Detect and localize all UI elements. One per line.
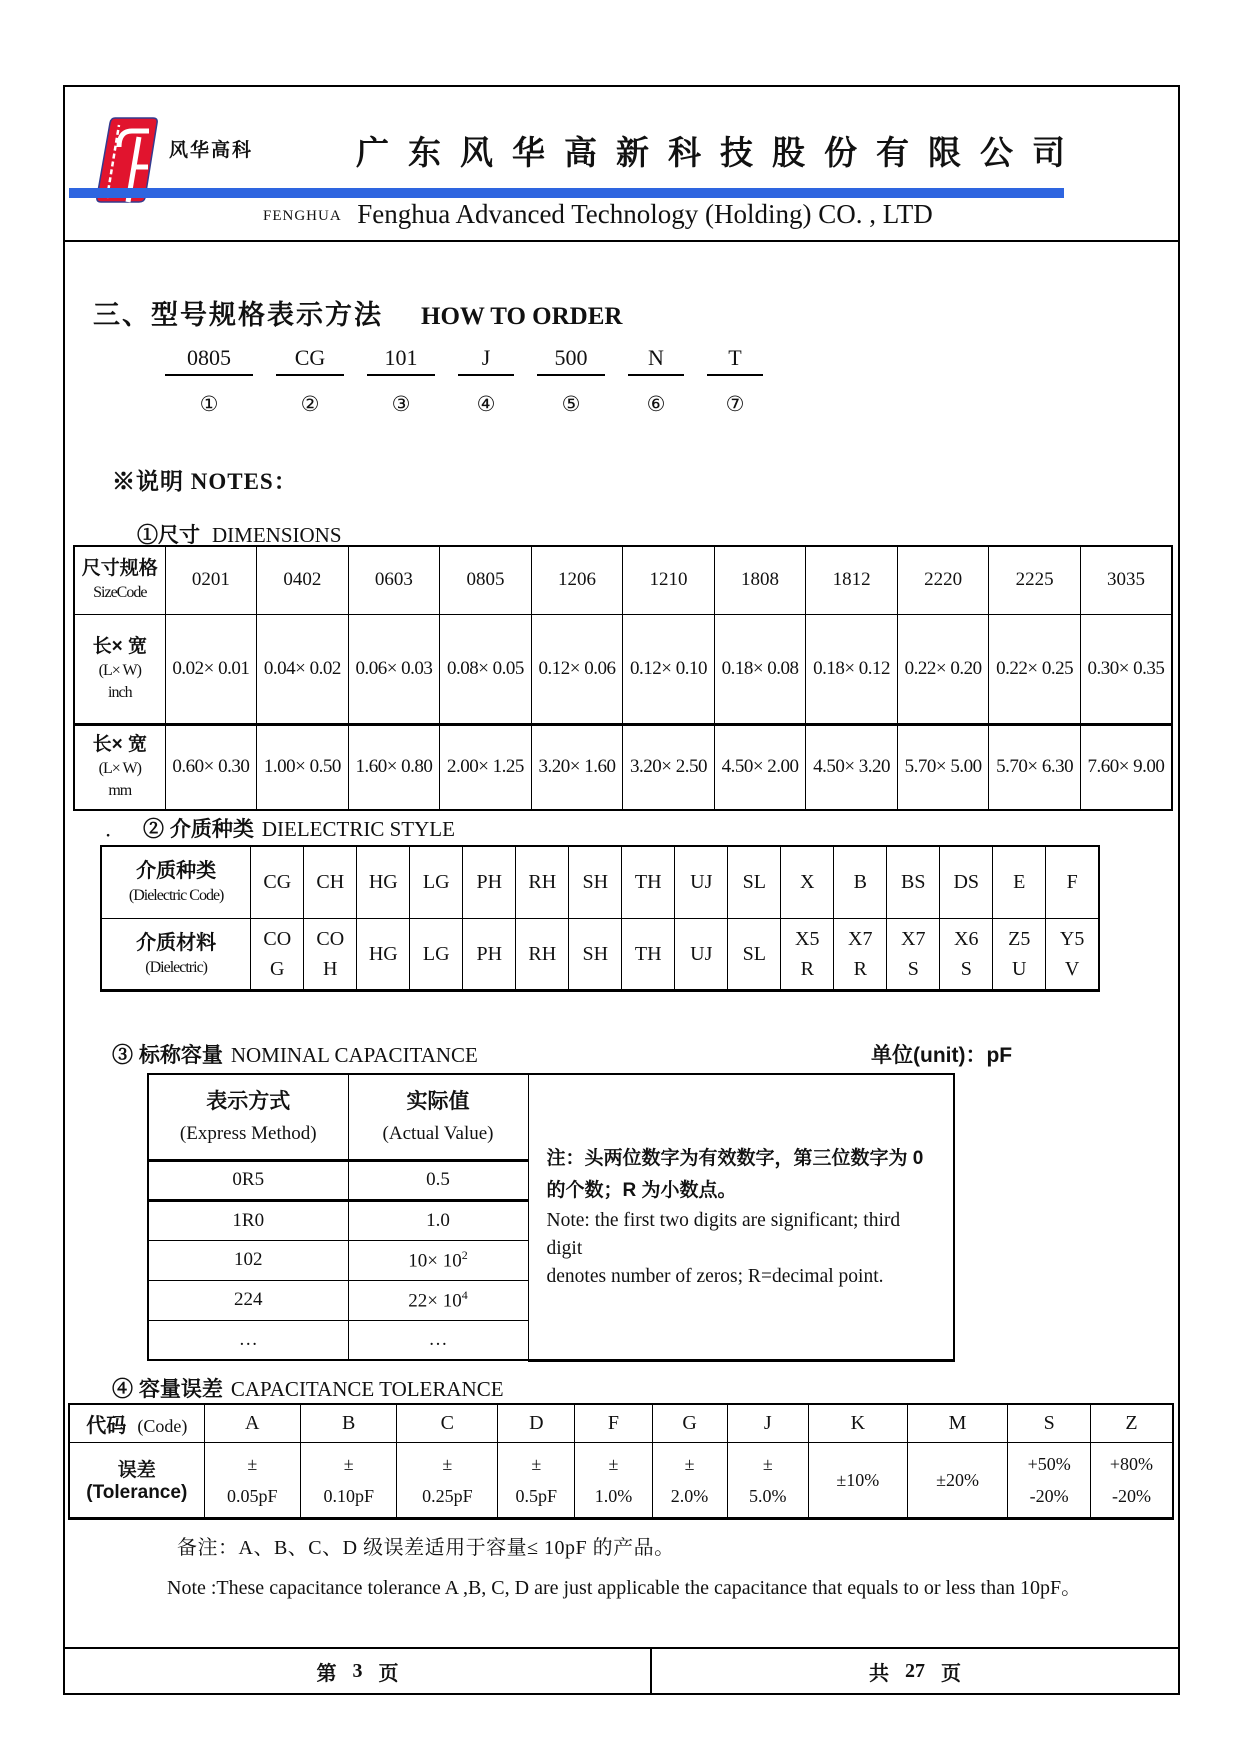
order-code-part-4 [458, 345, 514, 417]
dielectric-code-cell: BS [887, 846, 940, 918]
nominal-note-cn-line1: 注：头两位数字为有效数字，第三位数字为 0 [546, 1147, 924, 1169]
material-line2: G [270, 957, 285, 980]
material-line1: SL [742, 942, 766, 965]
tolerance-code-cell: F [575, 1404, 652, 1442]
dielectric-material-cell [304, 918, 357, 990]
mm-label [74, 724, 165, 810]
inch-cell: 0.30× 0.35 [1080, 614, 1172, 724]
order-code-part-2 [276, 345, 344, 417]
material-line1: Y5 [1059, 927, 1085, 950]
actual-value-exponent: 2 [461, 1247, 468, 1262]
page-number-cell [65, 1649, 652, 1693]
dielectric-code-row [101, 846, 1099, 918]
actual-value-header [348, 1074, 528, 1160]
material-line2: H [323, 957, 338, 980]
nominal-heading [112, 1039, 478, 1069]
material-line2: U [1012, 957, 1027, 980]
dielectric-code-cell: UJ [675, 846, 728, 918]
header-accent-bar [69, 188, 1064, 198]
nominal-note-cn-line2: 的个数；R 为小数点。 [546, 1179, 737, 1201]
material-line1: CO [263, 927, 292, 950]
dielectric-code-cell: DS [940, 846, 993, 918]
inch-label-cn: 长× 宽 [92, 635, 147, 657]
size-code-cell: 0402 [257, 546, 349, 614]
header-divider [65, 240, 1178, 242]
material-line1: X6 [954, 927, 979, 950]
nominal-note-en-line2: denotes number of zeros; R=decimal point. [546, 1265, 884, 1287]
dielectric-code-cell: B [834, 846, 887, 918]
actual-value-base: 1.0 [426, 1209, 450, 1231]
mm-cell: 2.00× 1.25 [440, 724, 532, 810]
mm-label-unit: mm [108, 782, 132, 800]
tolerance-line1: ± [343, 1453, 354, 1474]
inch-cell: 0.22× 0.25 [989, 614, 1081, 724]
dielectric-material-cell [569, 918, 622, 990]
express-code-cell: 224 [148, 1280, 348, 1320]
inch-cell: 0.06× 0.03 [348, 614, 440, 724]
section-title-en: HOW TO ORDER [421, 303, 623, 330]
tolerance-line2: -20% [1029, 1485, 1069, 1506]
size-code-cell: 0805 [440, 546, 532, 614]
mm-cell: 0.60× 0.30 [165, 724, 257, 810]
inch-label-lw: (L× W) [98, 661, 141, 679]
inch-cell: 0.04× 0.02 [257, 614, 349, 724]
dielectric-material-cell [622, 918, 675, 990]
tolerance-code-row [69, 1404, 1173, 1442]
material-line1: HG [368, 942, 398, 965]
material-line1: X5 [795, 927, 820, 950]
order-code-part-6 [628, 345, 684, 417]
dielectric-material-label [101, 918, 251, 990]
tolerance-line1: ± [442, 1453, 453, 1474]
material-line1: RH [528, 942, 557, 965]
company-name-cn: 广东风华高新科技股份有限公司 [356, 136, 1084, 172]
tolerance-value-cell [809, 1442, 908, 1518]
tolerance-code-cell: B [301, 1404, 397, 1442]
inch-cell: 0.12× 0.06 [531, 614, 623, 724]
order-code-number: ① [199, 392, 219, 416]
dielectric-code-label-cn: 介质种类 [136, 860, 217, 883]
tolerance-value-cell [397, 1442, 498, 1518]
material-line1: Z5 [1008, 927, 1031, 950]
order-code-value: J [458, 345, 514, 376]
order-code-value: N [628, 345, 684, 376]
actual-value-cell [348, 1280, 528, 1320]
tolerance-value-cell [727, 1442, 808, 1518]
actual-value-base: 22× 10 [408, 1290, 462, 1312]
tolerance-code-label-en: (Code) [137, 1415, 188, 1436]
material-line2: S [907, 957, 919, 980]
dielectric-code-cell: F [1046, 846, 1099, 918]
page-number-prefix: 第 [316, 1662, 337, 1685]
tolerance-line1: +80% [1109, 1453, 1154, 1474]
actual-value-base: 0.5 [426, 1169, 450, 1190]
dielectric-heading-prefix: ． [105, 819, 125, 841]
logo-text: 风华高科 [169, 140, 254, 161]
dielectric-material-cell [357, 918, 410, 990]
dielectric-material-cell [1046, 918, 1099, 990]
dimensions-size-row [74, 546, 1172, 614]
tolerance-value-label [69, 1442, 204, 1518]
mm-cell: 7.60× 9.00 [1080, 724, 1172, 810]
order-code-number: ⑦ [725, 392, 745, 416]
order-code-number: ⑤ [561, 392, 581, 416]
tolerance-line1: ±10% [836, 1469, 880, 1490]
dielectric-code-cell: SH [569, 846, 622, 918]
tolerance-code-cell: K [809, 1404, 908, 1442]
tolerance-value-cell [301, 1442, 397, 1518]
dielectric-material-cell [516, 918, 569, 990]
actual-value-cell [348, 1200, 528, 1240]
tolerance-value-cell [652, 1442, 727, 1518]
size-code-cell: 3035 [1080, 546, 1172, 614]
tolerance-line2: 0.5pF [515, 1485, 558, 1506]
dielectric-code-cell: HG [357, 846, 410, 918]
size-code-cell: 2220 [897, 546, 989, 614]
actual-value-header-cn: 实际值 [406, 1089, 470, 1113]
tolerance-code-label-cn: 代码 [86, 1414, 127, 1437]
actual-value-base: … [428, 1328, 448, 1350]
mm-label-lw: (L× W) [98, 760, 141, 778]
inch-cell: 0.18× 0.12 [806, 614, 898, 724]
material-line1: SH [582, 942, 609, 965]
order-code-part-7 [707, 345, 763, 417]
nominal-unit-label: 单位(unit)：pF [871, 1044, 1013, 1067]
mm-cell: 3.20× 2.50 [623, 724, 715, 810]
dielectric-code-cell: X [781, 846, 834, 918]
order-code-part-1 [165, 345, 253, 417]
tolerance-code-label [69, 1404, 204, 1442]
tolerance-line1: ± [531, 1453, 542, 1474]
tolerance-line1: ± [684, 1453, 695, 1474]
tolerance-value-cell [1008, 1442, 1091, 1518]
dielectric-code-cell: SL [728, 846, 781, 918]
size-code-cell: 0603 [348, 546, 440, 614]
size-code-cell: 2225 [989, 546, 1081, 614]
mm-cell: 4.50× 3.20 [806, 724, 898, 810]
tolerance-value-label-cn: 误差 [117, 1460, 156, 1481]
tolerance-value-label-en: (Tolerance) [86, 1482, 188, 1503]
dimensions-mm-row [74, 724, 1172, 810]
dimensions-inch-row [74, 614, 1172, 724]
page-number-suffix: 页 [378, 1662, 399, 1685]
order-code-value: T [707, 345, 763, 376]
tolerance-code-cell: S [1008, 1404, 1091, 1442]
dielectric-code-cell: E [993, 846, 1046, 918]
dielectric-material-cell [834, 918, 887, 990]
dielectric-heading [105, 813, 455, 843]
actual-value-base: 10× 10 [408, 1250, 462, 1272]
dielectric-material-cell [940, 918, 993, 990]
dimensions-heading-cn: ①尺寸 [137, 524, 200, 547]
dielectric-code-label-en: (Dielectric Code) [128, 887, 224, 905]
actual-value-cell [348, 1160, 528, 1200]
dielectric-heading-en: DIELECTRIC STYLE [261, 817, 455, 841]
tolerance-value-cell [204, 1442, 300, 1518]
tolerance-remark-en: Note :These capacitance tolerance A ,B, C, D are just applicable the capacitance that equals to or less than 10pF。 [167, 1577, 1082, 1599]
actual-value-cell [348, 1320, 528, 1360]
dielectric-material-row [101, 918, 1099, 990]
tolerance-code-cell: A [204, 1404, 300, 1442]
tolerance-line2: -20% [1111, 1485, 1151, 1506]
order-code-number: ④ [476, 392, 496, 416]
material-line1: X7 [901, 927, 926, 950]
total-pages-cell [652, 1649, 1178, 1693]
dielectric-material-label-en: (Dielectric) [145, 958, 207, 976]
page-number: 3 [352, 1659, 363, 1682]
material-line2: V [1064, 957, 1080, 980]
size-code-label-en: SizeCode [93, 584, 147, 602]
tolerance-code-cell: Z [1090, 1404, 1173, 1442]
express-method-header-cn: 表示方式 [206, 1089, 291, 1113]
section-title [93, 293, 622, 332]
inch-cell: 0.08× 0.05 [440, 614, 532, 724]
dielectric-material-cell [675, 918, 728, 990]
order-code-value: 500 [537, 345, 605, 376]
size-code-cell: 1206 [531, 546, 623, 614]
tolerance-line1: ±20% [936, 1469, 979, 1490]
dielectric-material-cell [728, 918, 781, 990]
express-code-cell: … [148, 1320, 348, 1360]
dielectric-material-label-cn: 介质材料 [136, 931, 217, 954]
size-code-cell: 0201 [165, 546, 257, 614]
tolerance-code-cell: D [498, 1404, 575, 1442]
material-line1: TH [634, 942, 662, 965]
tolerance-heading-en: CAPACITANCE TOLERANCE [230, 1377, 504, 1401]
tolerance-code-cell: C [397, 1404, 498, 1442]
tolerance-code-cell: G [652, 1404, 727, 1442]
dielectric-code-cell: PH [463, 846, 516, 918]
tolerance-heading-cn: ④ 容量误差 [112, 1378, 223, 1401]
actual-value-cell [348, 1240, 528, 1280]
order-code-value: 0805 [165, 345, 253, 376]
total-pages: 27 [905, 1659, 925, 1682]
tolerance-table [68, 1403, 1174, 1520]
order-code-part-5 [537, 345, 605, 417]
dielectric-material-cell [887, 918, 940, 990]
tolerance-remark-cn: 备注：A、B、C、D 级误差适用于容量≤ 10pF 的产品。 [177, 1537, 675, 1559]
material-line2: S [960, 957, 972, 980]
tolerance-line2: 2.0% [670, 1485, 709, 1506]
express-method-header [148, 1074, 348, 1160]
express-code-cell: 0R5 [148, 1160, 348, 1200]
tolerance-value-row [69, 1442, 1173, 1518]
order-code-example [165, 345, 786, 417]
tolerance-value-cell [575, 1442, 652, 1518]
inch-cell: 0.18× 0.08 [714, 614, 806, 724]
actual-value-exponent: 4 [461, 1287, 468, 1302]
express-code-cell: 1R0 [148, 1200, 348, 1240]
mm-cell: 1.60× 0.80 [348, 724, 440, 810]
material-line2: R [853, 957, 867, 980]
order-code-number: ③ [391, 392, 411, 416]
tolerance-code-cell: J [727, 1404, 808, 1442]
size-code-cell: 1210 [623, 546, 715, 614]
tolerance-line2: 0.25pF [422, 1485, 473, 1506]
tolerance-line1: ± [608, 1453, 619, 1474]
material-line1: PH [476, 942, 503, 965]
dielectric-code-cell: TH [622, 846, 675, 918]
tolerance-line1: ± [762, 1453, 773, 1474]
material-line1: LG [422, 942, 450, 965]
tolerance-code-cell: M [907, 1404, 1008, 1442]
section-title-cn: 三、型号规格表示方法 [93, 300, 383, 330]
nominal-header-row [148, 1074, 954, 1160]
tolerance-value-cell [498, 1442, 575, 1518]
mm-cell: 5.70× 5.00 [897, 724, 989, 810]
order-code-value: 101 [367, 345, 435, 376]
dielectric-material-cell [463, 918, 516, 990]
dielectric-code-cell: CH [304, 846, 357, 918]
nominal-heading-cn: ③ 标称容量 [112, 1044, 223, 1067]
mm-label-cn: 长× 宽 [92, 734, 147, 756]
size-code-cell: 1812 [806, 546, 898, 614]
tolerance-value-cell [1090, 1442, 1173, 1518]
size-code-cell: 1808 [714, 546, 806, 614]
inch-label-unit: inch [108, 683, 132, 701]
dielectric-code-cell: LG [410, 846, 463, 918]
material-line2: R [800, 957, 814, 980]
order-code-number: ⑥ [646, 392, 666, 416]
dielectric-material-cell [410, 918, 463, 990]
material-line1: UJ [690, 942, 713, 965]
order-code-part-3 [367, 345, 435, 417]
mm-cell: 5.70× 6.30 [989, 724, 1081, 810]
dielectric-code-cell: RH [516, 846, 569, 918]
tolerance-line1: ± [247, 1453, 258, 1474]
total-pages-suffix: 页 [941, 1662, 961, 1685]
tolerance-line1: +50% [1027, 1453, 1071, 1474]
dielectric-material-cell [251, 918, 304, 990]
page-border-frame [63, 85, 1180, 1695]
dielectric-code-label [101, 846, 251, 918]
company-name-en: Fenghua Advanced Technology (Holding) CO. , LTD [357, 199, 933, 229]
notes-label: ※说明 NOTES： [112, 469, 298, 494]
inch-cell: 0.12× 0.10 [623, 614, 715, 724]
tolerance-line2: 0.10pF [323, 1485, 374, 1506]
dielectric-material-cell [993, 918, 1046, 990]
tolerance-line2: 0.05pF [227, 1485, 278, 1506]
order-code-number: ② [300, 392, 320, 416]
express-method-header-en: (Express Method) [179, 1122, 317, 1144]
size-code-label [74, 546, 165, 614]
express-code-cell: 102 [148, 1240, 348, 1280]
actual-value-header-en: (Actual Value) [382, 1122, 494, 1144]
tolerance-value-cell [907, 1442, 1008, 1518]
mm-cell: 3.20× 1.60 [531, 724, 623, 810]
dielectric-material-cell [781, 918, 834, 990]
inch-label [74, 614, 165, 724]
dielectric-code-cell: CG [251, 846, 304, 918]
dimensions-table [73, 545, 1173, 811]
tolerance-heading [112, 1373, 504, 1403]
tolerance-line2: 1.0% [594, 1485, 633, 1506]
nominal-note-en-line1: Note: the first two digits are significant; third digit [546, 1209, 901, 1259]
total-pages-prefix: 共 [869, 1662, 889, 1685]
inch-cell: 0.22× 0.20 [897, 614, 989, 724]
inch-cell: 0.02× 0.01 [165, 614, 257, 724]
tolerance-line2: 5.0% [749, 1485, 787, 1506]
material-line1: CO [316, 927, 345, 950]
nominal-note [528, 1074, 954, 1360]
order-code-value: CG [276, 345, 344, 376]
size-code-label-cn: 尺寸规格 [81, 558, 158, 580]
dielectric-table [100, 845, 1100, 992]
mm-cell: 1.00× 0.50 [257, 724, 349, 810]
dielectric-heading-cn: ② 介质种类 [143, 818, 254, 841]
brand-name: FENGHUA [263, 208, 342, 224]
material-line1: X7 [848, 927, 873, 950]
page-footer [65, 1647, 1178, 1693]
dimensions-heading-en: DIMENSIONS [212, 523, 342, 547]
nominal-capacitance-table [147, 1073, 955, 1362]
mm-cell: 4.50× 2.00 [714, 724, 806, 810]
nominal-heading-en: NOMINAL CAPACITANCE [230, 1043, 478, 1067]
